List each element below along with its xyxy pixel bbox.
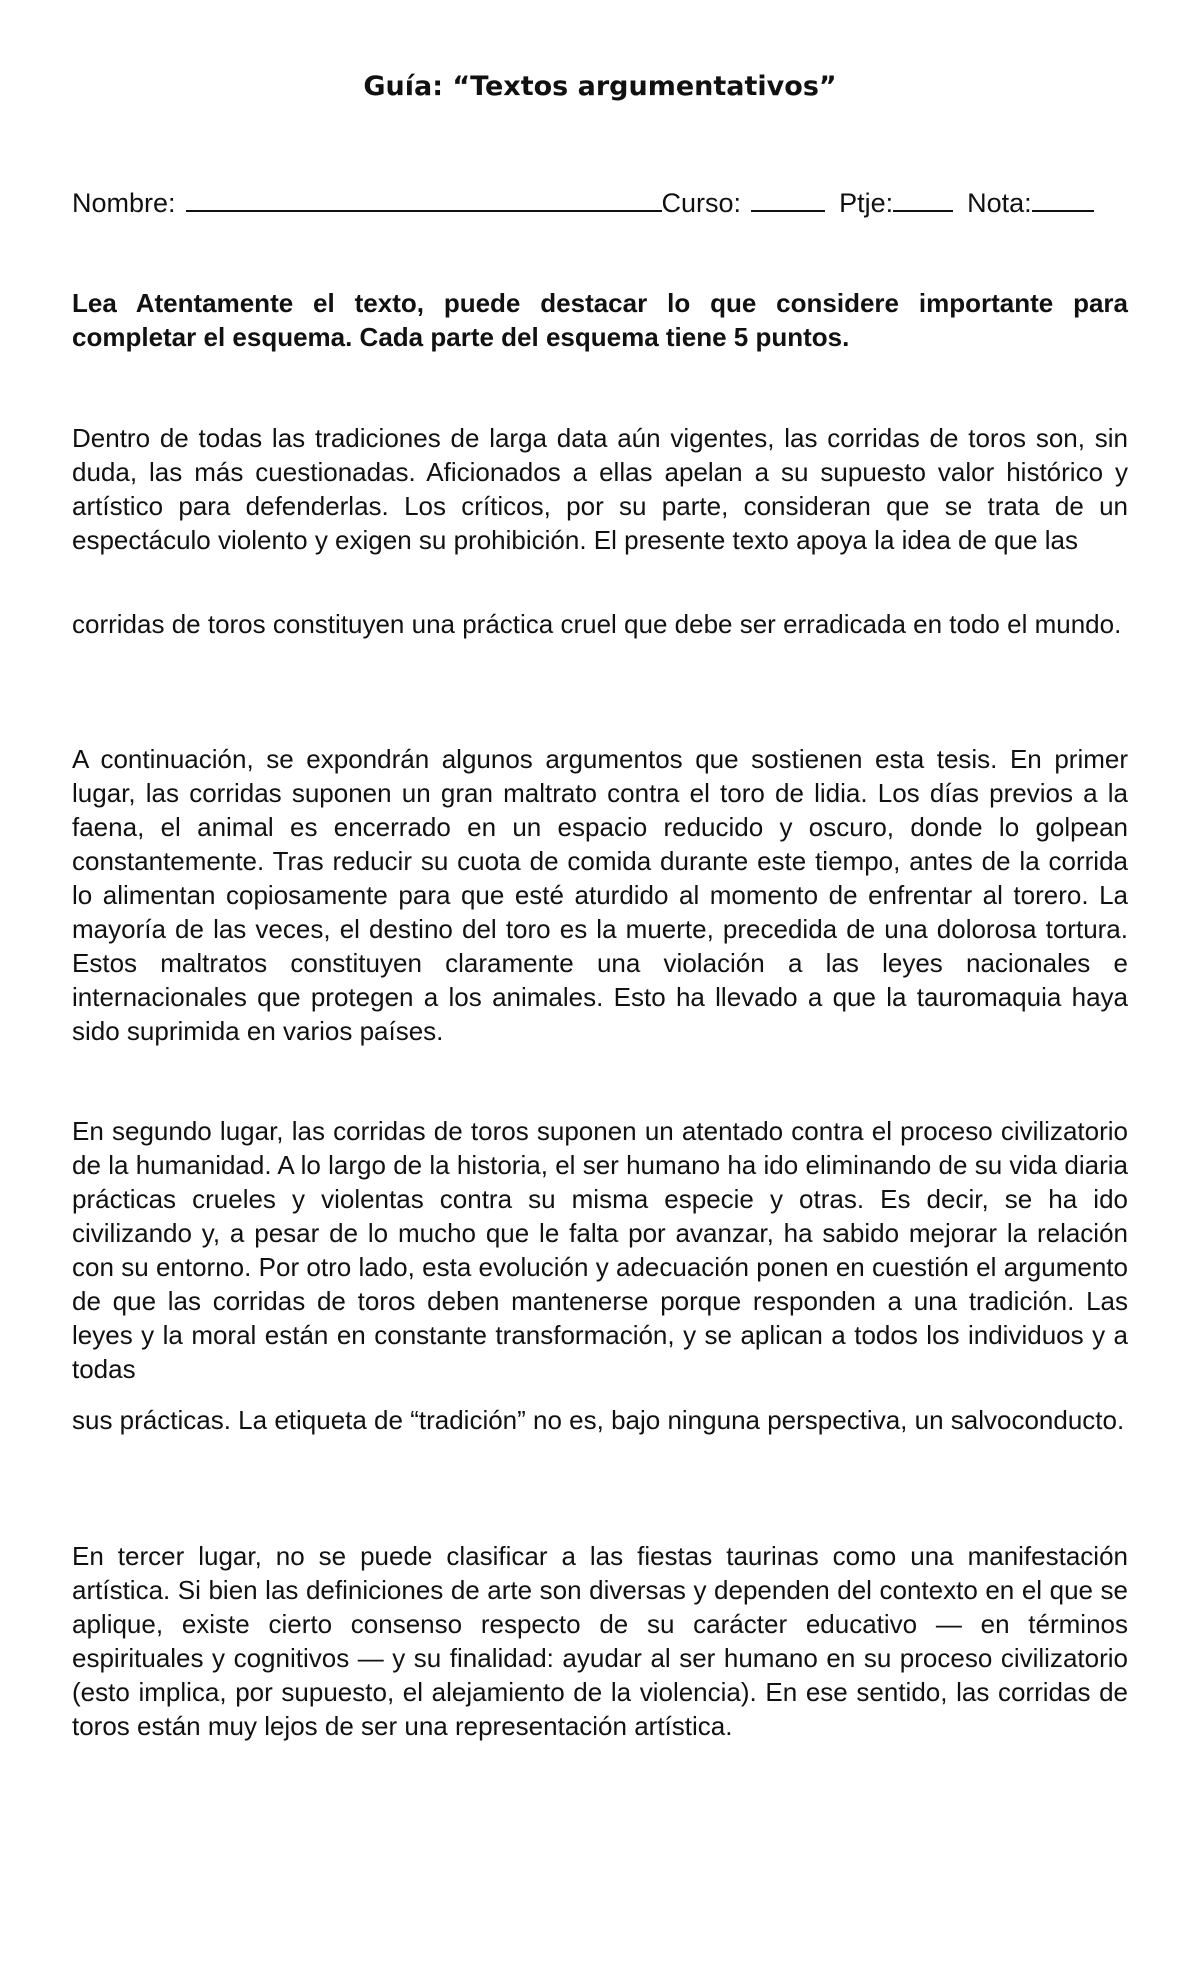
grade-blank-line	[1032, 186, 1094, 212]
name-label: Nombre:	[72, 188, 176, 218]
paragraph-intro-part-2: corridas de toros constituyen una práctica cruel que debe ser erradicada en todo el mundo.	[72, 609, 1122, 639]
paragraph-second-argument-part-1: En segundo lugar, las corridas de toros suponen un atentado contra el proceso civilizatorio de la humanidad. A lo largo de la historia, el ser humano ha ido eliminando de su vida diaria prácticas crueles y violentas contra su misma especie y otras. Es decir, se ha ido civilizando y, a pesar de lo mucho que le falta por avanzar, ha sabido mejorar la relación con su entorno. Por otro lado, esta evolución y adecuación ponen en cuestión el argumento de que las corridas de toros deben mantenerse porque responden a una tradición. Las leyes y la moral están en constante transformación, y se aplican a todos los individuos y a todas	[72, 1116, 1128, 1384]
paragraph-second-argument-part-2: sus prácticas. La etiqueta de “tradición” no es, bajo ninguna perspectiva, un salvoconducto.	[72, 1405, 1125, 1435]
paragraph-intro-part-1: Dentro de todas las tradiciones de larga data aún vigentes, las corridas de toros son, sin duda, las más cuestionadas. Aficionados a ellas apelan a su supuesto valor histórico y artístico para defenderlas. Los críticos, por su parte, consideran que se trata de un espectáculo violento y exigen su prohibición. El presente texto apoya la idea de que las	[72, 423, 1128, 555]
course-blank-line	[751, 186, 825, 212]
score-blank-line	[893, 186, 953, 212]
instructions-text: Lea Atentamente el texto, puede destacar lo que considere importante para completar el esquema. Cada parte del esquema tiene 5 puntos.	[72, 288, 1128, 352]
paragraph-first-argument: A continuación, se expondrán algunos argumentos que sostienen esta tesis. En primer lugar, las corridas suponen un gran maltrato contra el toro de lidia. Los días previos a la faena, el animal es encerrado en un espacio reducido y oscuro, donde lo golpean constantemente. Tras reducir su cuota de comida durante este tiempo, antes de la corrida lo alimentan copiosamente para que esté aturdido al momento de enfrentar al torero. La mayoría de las veces, el destino del toro es la muerte, precedida de una dolorosa tortura. Estos maltratos constituyen claramente una violación a las leyes nacionales e internacionales que protegen a los animales. Esto ha llevado a que la tauromaquia haya sido suprimida en varios países.	[72, 744, 1128, 1046]
score-label: Ptje:	[839, 188, 894, 218]
paragraph-third-argument: En tercer lugar, no se puede clasificar a las fiestas taurinas como una manifestación artística. Si bien las definiciones de arte son diversas y dependen del contexto en el que se aplique, existe cierto consenso respecto de su carácter educativo — en términos espirituales y cognitivos — y su finalidad: ayudar al ser humano en su proceso civilizatorio (esto implica, por supuesto, el alejamiento de la violencia). En ese sentido, las corridas de toros están muy lejos de ser una representación artística.	[72, 1541, 1128, 1741]
name-blank-line	[186, 186, 662, 212]
document-title: Guía: “Textos argumentativos”	[363, 71, 837, 102]
grade-label: Nota:	[967, 188, 1032, 218]
student-info-line	[72, 186, 1128, 220]
course-label: Curso:	[661, 188, 742, 218]
